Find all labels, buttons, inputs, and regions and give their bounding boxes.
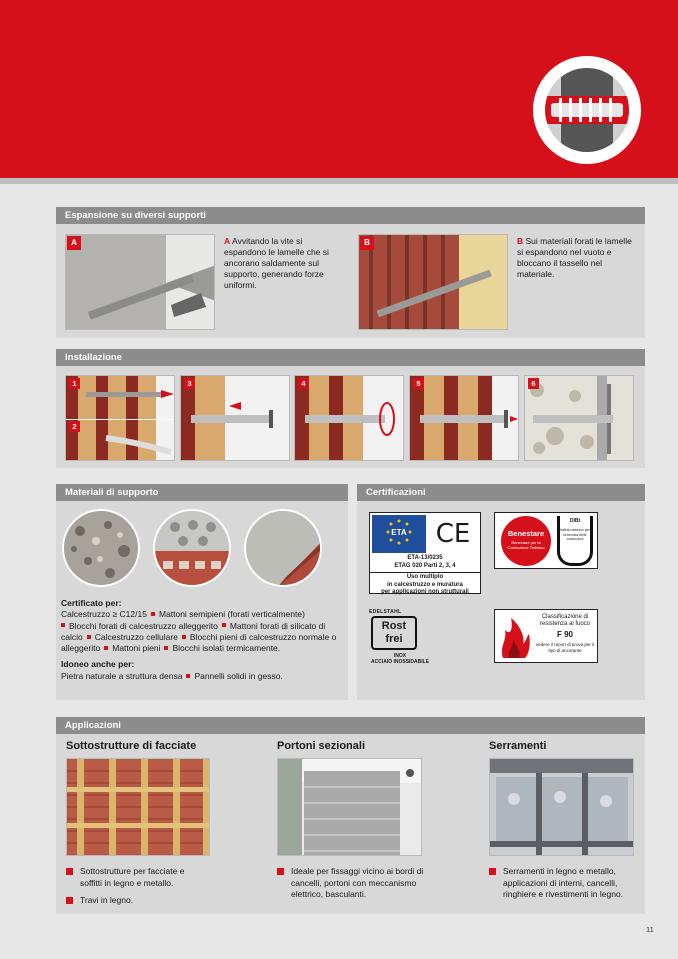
- eta-badge-text: ETA: [391, 528, 407, 537]
- certificato-list: [61, 609, 343, 654]
- label-b: B: [360, 236, 374, 250]
- section-title-installazione: Installazione: [56, 349, 645, 366]
- photo-garage-door: [277, 758, 422, 856]
- app-item-serramenti: Serramenti in legno e metallo, applicazioni di interni, cancelli, ringhiere e rivestimenti in legno.: [489, 866, 639, 901]
- certificato-item: Mattoni pieni: [112, 643, 161, 654]
- inline-label-a: A: [224, 236, 231, 246]
- text-b: Sui materiali forati le lamelle si espandono nel vuoto e bloccano il tassello nel materiale.: [517, 236, 632, 279]
- material-brick-image: [244, 509, 322, 587]
- eta-use-line: per applicazioni non strutturali: [381, 589, 469, 595]
- cert-rostfrei: [369, 609, 431, 667]
- fastener-logo: [533, 56, 641, 164]
- photo-facade: [66, 758, 210, 856]
- app-item-portoni: Ideale per fissaggi vicino ai bordi di cancelli, portoni con meccanismo elettrico, basculanti.: [277, 866, 442, 901]
- label-a: A: [67, 236, 81, 250]
- app-title-facciate: Sottostrutture di facciate: [66, 740, 197, 752]
- ce-mark: CE: [435, 519, 471, 549]
- install-step-3: [180, 375, 290, 461]
- fuoco-text: [533, 614, 597, 653]
- cert-eta-ce: [369, 512, 481, 594]
- certificato-item: Blocchi pieni di calcestruzzo normale o alleggerito: [61, 631, 337, 654]
- text-a: Avvitando la vite si espandono le lamelle che si ancorano saldamente sul supporto, generando forze uniformi.: [224, 236, 329, 290]
- espansione-b-text: [517, 236, 635, 280]
- section-title-certificazioni: Certificazioni: [357, 484, 645, 501]
- benestare-seal: [501, 516, 551, 566]
- app-item-facciate: Sottostrutture per facciate e soffitti in legno e metallo.: [66, 866, 206, 889]
- flame-icon: [499, 616, 531, 658]
- certificato-item: Calcestruzzo ≥ C12/15: [61, 609, 147, 620]
- benestare-sub: Benestare per la Costruzione Tedesco: [507, 540, 545, 550]
- install-step-4: [294, 375, 404, 461]
- section-title-materiali: Materiali di supporto: [56, 484, 348, 501]
- section-title-applicazioni: Applicazioni: [56, 717, 645, 734]
- step-number-4: 4: [298, 378, 309, 389]
- photo-brick-anchor: [358, 234, 508, 330]
- acciaio-text: ACCIAIO INOSSIDABILE: [370, 659, 430, 665]
- idoneo-list: [61, 671, 343, 682]
- inline-label-b: B: [517, 236, 524, 246]
- eta-line: ETAG 020 Parti 2, 3, 4: [394, 562, 456, 569]
- certificato-item: Mattoni semipieni (forati verticalmente): [158, 609, 305, 620]
- eta-line: ETA-13/0235: [407, 555, 443, 561]
- certificato-item: Blocchi isolati termicamente.: [172, 643, 281, 654]
- idoneo-item: Pietra naturale a struttura densa: [61, 670, 183, 681]
- step-number-2: 2: [69, 421, 80, 432]
- install-step-6: [524, 375, 634, 461]
- app-item-facciate: Travi in legno.: [66, 895, 206, 907]
- fuoco-title: Classificazione di resistenza al fuoco: [539, 614, 591, 627]
- dibt-text: DIBt: [569, 518, 581, 524]
- eta-details: [370, 555, 480, 597]
- cert-benestare: [494, 512, 598, 569]
- dibt-mark: [557, 516, 593, 566]
- material-hollow-brick-image: [153, 509, 231, 587]
- step-number-3: 3: [184, 378, 195, 389]
- app-title-portoni: Portoni sezionali: [277, 740, 366, 752]
- fastener-icon: [545, 68, 629, 152]
- certificato-item: Calcestruzzo cellulare: [94, 631, 178, 642]
- idoneo-heading: Idoneo anche per:: [61, 659, 135, 670]
- materiali-text: [61, 598, 343, 682]
- photo-windows: [489, 758, 634, 856]
- espansione-a-text: [224, 236, 344, 291]
- eta-use-line: in calcestruzzo e muratura: [387, 581, 463, 588]
- certificato-heading: Certificato per:: [61, 598, 122, 608]
- fuoco-note: vedere il report di prova per il tipo di ancorante: [535, 642, 595, 653]
- page-number: 11: [646, 925, 654, 934]
- eta-badge-icon: [372, 515, 426, 553]
- cert-fuoco: [494, 609, 598, 663]
- certificato-item: Mattoni forati di silicato di calcio: [61, 620, 326, 642]
- rostfrei-badge: [371, 616, 417, 650]
- step-number-6: 6: [528, 378, 539, 389]
- section-title-espansione: Espansione su diversi supporti: [56, 207, 645, 224]
- app-title-serramenti: Serramenti: [489, 740, 547, 752]
- inox-label: [369, 653, 431, 665]
- photo-concrete-anchor: [65, 234, 215, 330]
- inox-text: INOX: [393, 653, 407, 659]
- eta-use-line: Uso multiplo: [406, 574, 444, 580]
- step-number-5: 5: [413, 378, 424, 389]
- dibt-note: Istituto tedesco per la tecnica delle costruzioni: [560, 528, 590, 541]
- step-number-1: 1: [69, 378, 80, 389]
- install-step-1-2: [65, 375, 175, 461]
- benestare-title: Benestare: [507, 529, 545, 538]
- fuoco-class: F 90: [556, 630, 573, 639]
- install-step-5: [409, 375, 519, 461]
- certificato-item: Blocchi forati di calcestruzzo alleggerito: [69, 620, 218, 631]
- rost-text: Rost: [381, 620, 407, 632]
- material-concrete-image: [62, 509, 140, 587]
- idoneo-item: Pannelli solidi in gesso.: [194, 670, 283, 681]
- edelstahl-text: EDELSTAHL: [369, 609, 402, 615]
- frei-text: frei: [385, 633, 403, 645]
